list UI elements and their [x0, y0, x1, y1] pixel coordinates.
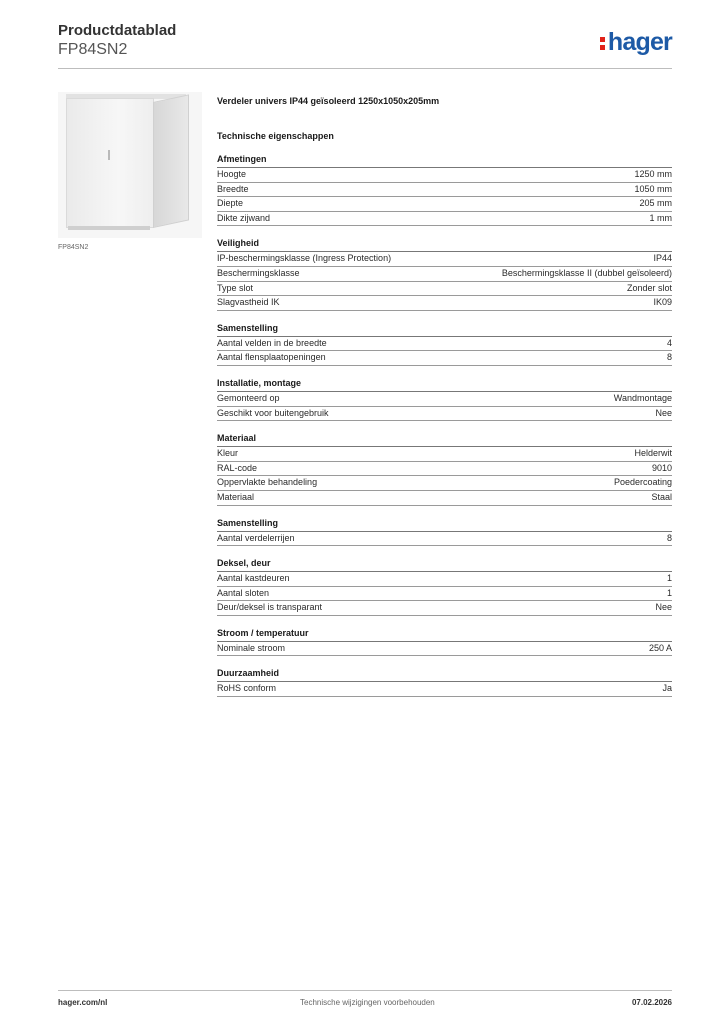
property-row — [217, 168, 672, 183]
property-value: Helderwit — [634, 448, 672, 459]
product-details — [217, 96, 672, 697]
property-label: Kleur — [217, 448, 239, 459]
property-row — [217, 197, 672, 212]
property-value: IP44 — [653, 253, 672, 264]
property-value: Staal — [651, 491, 672, 502]
property-label: Beschermingsklasse — [217, 267, 300, 278]
property-label: Gemonteerd op — [217, 392, 280, 403]
property-value: IK09 — [653, 297, 672, 308]
property-value: Nee — [655, 602, 672, 613]
section-title: Deksel, deur — [217, 558, 672, 572]
cabinet-base — [68, 226, 150, 230]
product-name: Verdeler univers IP44 geïsoleerd 1250x1050x205mm — [217, 96, 440, 106]
property-row — [217, 587, 672, 602]
property-row — [217, 212, 672, 227]
property-value: 8 — [666, 532, 672, 543]
property-value: Beschermingsklasse II (dubbel geïsoleerd) — [501, 267, 672, 278]
property-row — [217, 337, 672, 352]
property-label: IP-beschermingsklasse (Ingress Protection) — [217, 253, 392, 264]
property-label: Slagvastheid IK — [217, 297, 280, 308]
property-label: Aantal flensplaatopeningen — [217, 352, 326, 363]
property-label: Nominale stroom — [217, 642, 286, 653]
property-row — [217, 682, 672, 697]
cabinet-handle — [108, 150, 110, 160]
property-row — [217, 267, 672, 282]
property-label: Aantal verdelerrijen — [217, 532, 295, 543]
property-value: 250 A — [648, 642, 672, 653]
footer-date: 07.02.2026 — [631, 998, 672, 1007]
property-row — [217, 183, 672, 198]
property-label: Aantal kastdeuren — [217, 573, 290, 584]
hager-logo — [600, 28, 672, 57]
footer-disclaimer: Technische wijzigingen voorbehouden — [300, 998, 435, 1007]
image-caption: FP84SN2 — [58, 244, 89, 251]
cabinet-side — [153, 94, 189, 228]
logo-text: hager — [607, 28, 672, 56]
section-title: Samenstelling — [217, 518, 672, 532]
property-label: Dikte zijwand — [217, 212, 271, 223]
property-value: Zonder slot — [626, 282, 672, 293]
property-label: Hoogte — [217, 169, 247, 179]
footer-divider — [58, 990, 672, 991]
cabinet-front — [66, 98, 154, 228]
property-value: 8 — [666, 352, 672, 363]
section-title: Materiaal — [217, 433, 672, 447]
property-row — [217, 462, 672, 477]
property-value: 1 — [666, 573, 672, 584]
product-code: FP84SN2 — [58, 41, 128, 58]
properties-sections — [217, 154, 672, 697]
section-title: Installatie, montage — [217, 378, 672, 392]
property-row — [217, 296, 672, 311]
header-divider — [58, 68, 672, 69]
property-label: Materiaal — [217, 491, 255, 502]
header — [58, 22, 672, 68]
properties-title: Technische eigenschappen — [217, 131, 334, 141]
property-value: 4 — [666, 337, 672, 348]
property-value: 1 mm — [649, 212, 672, 223]
property-row — [217, 572, 672, 587]
property-row — [217, 601, 672, 616]
footer-website[interactable]: hager.com/nl — [58, 998, 108, 1007]
document-title: Productdatablad — [58, 22, 177, 39]
property-value: 205 mm — [639, 198, 672, 209]
property-label: Geschikt voor buitengebruik — [217, 407, 329, 418]
property-value: Ja — [662, 683, 672, 694]
section-title: Duurzaamheid — [217, 668, 672, 682]
product-image — [58, 92, 202, 238]
property-label: Breedte — [217, 183, 249, 194]
property-label: Diepte — [217, 198, 244, 209]
property-label: Deur/deksel is transparant — [217, 602, 323, 613]
section-title: Afmetingen — [217, 154, 672, 168]
property-label: Type slot — [217, 282, 254, 293]
property-row — [217, 476, 672, 491]
section-title: Samenstelling — [217, 323, 672, 337]
property-label: RoHS conform — [217, 683, 277, 694]
property-label: Aantal velden in de breedte — [217, 337, 327, 348]
property-value: Nee — [655, 407, 672, 418]
property-value: Wandmontage — [613, 392, 672, 403]
property-label: Oppervlakte behandeling — [217, 477, 318, 488]
property-value: 1050 mm — [634, 183, 672, 194]
property-row — [217, 407, 672, 422]
property-value: 1 — [666, 587, 672, 598]
property-row — [217, 282, 672, 297]
property-label: RAL-code — [217, 462, 258, 473]
property-row — [217, 532, 672, 547]
property-row — [217, 351, 672, 366]
section-title: Veiligheid — [217, 238, 672, 252]
property-row — [217, 252, 672, 267]
property-label: Aantal sloten — [217, 587, 270, 598]
section-title: Stroom / temperatuur — [217, 628, 672, 642]
property-row — [217, 491, 672, 506]
property-row — [217, 642, 672, 657]
property-value: Poedercoating — [613, 477, 672, 488]
logo-dots-icon — [600, 34, 606, 51]
property-row — [217, 447, 672, 462]
property-value: 1250 mm — [634, 169, 672, 179]
property-value: 9010 — [651, 462, 672, 473]
property-row — [217, 392, 672, 407]
